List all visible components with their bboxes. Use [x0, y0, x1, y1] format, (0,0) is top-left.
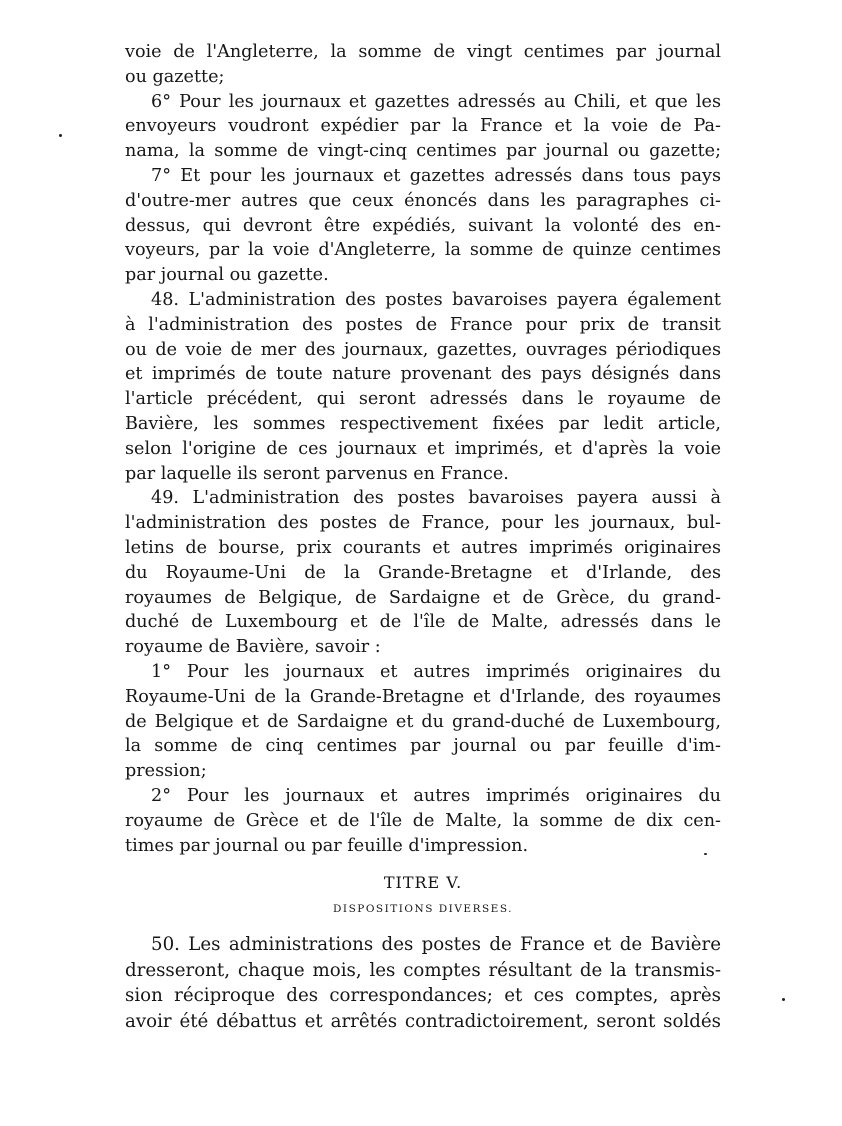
- text-line: Royaume-Uni de la Grande-Bretagne et d'Irlande, des royaumes: [125, 686, 721, 707]
- text-line: nama, la somme de vingt-cinq centimes par journal ou gazette;: [125, 141, 721, 162]
- margin-speck: [59, 134, 62, 137]
- text-line: 2° Pour les journaux et autres imprimés originaires du: [151, 785, 721, 806]
- text-line: royaumes de Belgique, de Sardaigne et de Grèce, du grand-: [125, 587, 721, 608]
- text-line: 1° Pour les journaux et autres imprimés originaires du: [151, 661, 721, 682]
- paragraph-continuation: [125, 40, 721, 90]
- text-line: duché de Luxembourg et de l'île de Malte, adressés dans le: [125, 612, 721, 633]
- text-line: l'article précédent, qui seront adressés dans le royaume de: [125, 389, 721, 410]
- text-line: Bavière, les sommes respectivement fixées par ledit article,: [125, 413, 721, 434]
- item-6: [125, 90, 721, 164]
- item-1: [125, 660, 721, 784]
- text-line: à l'administration des postes de France pour prix de transit: [125, 314, 721, 335]
- text-line: par journal ou gazette.: [125, 265, 329, 286]
- text-line: de Belgique et de Sardaigne et du grand-duché de Luxembourg,: [125, 711, 721, 732]
- section-subtitle: DISPOSITIONS DIVERSES.: [333, 903, 513, 916]
- text-line: 6° Pour les journaux et gazettes adressés au Chili, et que les: [151, 91, 721, 112]
- text-line: selon l'origine de ces journaux et imprimés, et d'après la voie: [125, 438, 721, 459]
- margin-speck: [782, 998, 785, 1001]
- text-line: dessus, qui devront être expédiés, suivant la volonté des en-: [125, 215, 721, 236]
- text-line: 50. Les administrations des postes de France et de Bavière: [151, 934, 721, 956]
- text-line: 48. L'administration des postes bavaroises payera également: [151, 289, 721, 310]
- article-49: [125, 486, 721, 660]
- text-line: par laquelle ils seront parvenus en France.: [125, 463, 509, 484]
- text-line: du Royaume-Uni de la Grande-Bretagne et d'Irlande, des: [125, 562, 721, 583]
- text-line: la somme de cinq centimes par journal ou par feuille d'im-: [125, 736, 721, 757]
- text-line: sion réciproque des correspondances; et ces comptes, après: [125, 985, 721, 1007]
- section-title: TITRE V.: [383, 873, 463, 893]
- text-line: 49. L'administration des postes bavaroises payera aussi à: [151, 488, 721, 509]
- document-page: [125, 40, 721, 1034]
- text-line: ou gazette;: [125, 66, 225, 87]
- item-2: [125, 784, 721, 858]
- item-7: [125, 164, 721, 288]
- margin-speck: [704, 853, 707, 855]
- text-line: voyeurs, par la voie d'Angleterre, la somme de quinze centimes: [125, 240, 721, 261]
- text-line: ou de voie de mer des journaux, gazettes, ouvrages périodiques: [125, 339, 721, 360]
- text-line: 7° Et pour les journaux et gazettes adressés dans tous pays: [151, 165, 721, 186]
- article-50: [125, 932, 721, 1034]
- text-line: l'administration des postes de France, pour les journaux, bul-: [125, 513, 721, 534]
- text-line: envoyeurs voudront expédier par la France et la voie de Pa-: [125, 116, 721, 137]
- text-line: royaume de Grèce et de l'île de Malte, la somme de dix cen-: [125, 810, 721, 831]
- text-line: pression;: [125, 761, 207, 782]
- text-line: times par journal ou par feuille d'impression.: [125, 835, 529, 856]
- text-line: voie de l'Angleterre, la somme de vingt centimes par journal: [125, 42, 721, 62]
- text-line: letins de bourse, prix courants et autres imprimés originaires: [125, 537, 721, 558]
- text-line: et imprimés de toute nature provenant des pays désignés dans: [125, 364, 721, 385]
- text-line: dresseront, chaque mois, les comptes résultant de la transmis-: [125, 959, 721, 981]
- article-48: [125, 288, 721, 486]
- text-line: d'outre-mer autres que ceux énoncés dans les paragraphes ci-: [125, 190, 721, 211]
- text-line: royaume de Bavière, savoir :: [125, 637, 381, 658]
- text-line: avoir été débattus et arrêtés contradictoirement, seront soldés: [125, 1010, 721, 1032]
